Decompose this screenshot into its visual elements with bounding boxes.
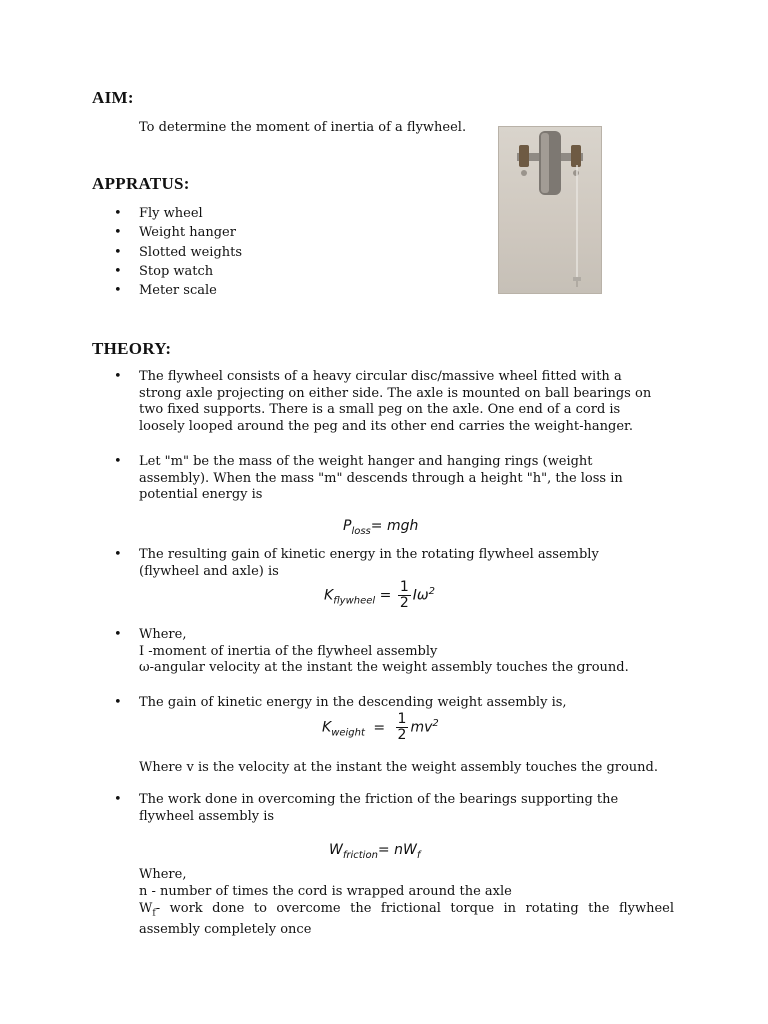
equation-friction-work: $W_{friction}= nW_f$	[329, 842, 421, 861]
list-item: • Stop watch	[114, 263, 214, 279]
flywheel-photo	[498, 126, 602, 294]
theory-paragraph-kinetic-weight: • The gain of kinetic energy in the descending weight assembly is,	[114, 695, 567, 710]
theory-note-velocity: Where v is the velocity at the instant the weight assembly touches the ground.	[139, 760, 659, 775]
apparatus-heading: APPRATUS:	[92, 174, 190, 193]
aim-text: To determine the moment of inertia of a flywheel.	[139, 120, 467, 135]
theory-paragraph-kinetic-flywheel: • The resulting gain of kinetic energy in the rotating flywheel assembly (flywheel and axle) is	[114, 547, 599, 579]
equation-kinetic-weight: $K_{weight}$ = $\frac{1}{2}$ $mv^2$	[322, 711, 439, 743]
list-item: • Fly wheel	[114, 206, 203, 221]
theory-paragraph-friction: • The work done in overcoming the friction of the bearings supporting the flywheel assembly is	[114, 792, 619, 824]
theory-paragraph-potential-energy: • Let "m" be the mass of the weight hanger and hanging rings (weight assembly). When the mass "m" descends through a height "h", the loss in potential energy is	[114, 454, 623, 503]
list-item: • Meter scale	[114, 283, 217, 299]
equation-kinetic-flywheel: $K_{flywheel}$ = $\frac{1}{2}$ $I\omega^2$	[324, 579, 435, 611]
fraction-half: $\frac{1}{2}$	[399, 579, 409, 611]
flywheel-illustration	[499, 127, 601, 293]
theory-paragraph-where-inertia: • Where, I -moment of inertia of the flywheel assembly ω-angular velocity at the instant the weight assembly touches the ground.	[114, 627, 629, 676]
theory-paragraph-flywheel: • The flywheel consists of a heavy circular disc/massive wheel fitted with a strong axle projecting on either side. The axle is mounted on ball bearings on two fixed supports. There is a small peg on the axle. One end of a cord is loosely looped around the peg and its other end carries the weight-hanger.	[114, 369, 652, 434]
list-item: • Weight hanger	[114, 225, 236, 241]
fraction-half: $\frac{1}{2}$	[397, 711, 407, 743]
list-item: • Slotted weights	[114, 244, 243, 260]
theory-heading: THEORY:	[92, 339, 172, 358]
theory-where-friction: Where, n - number of times the cord is wrapped around the axle $W_f-$ work done to overcome the frictional torque in rotating the flywheel assembly completely once	[139, 867, 674, 937]
apparatus-list	[114, 204, 242, 300]
aim-heading: AIM:	[92, 88, 134, 107]
equation-potential-loss: $P_{loss}=$ mgh	[343, 518, 419, 537]
